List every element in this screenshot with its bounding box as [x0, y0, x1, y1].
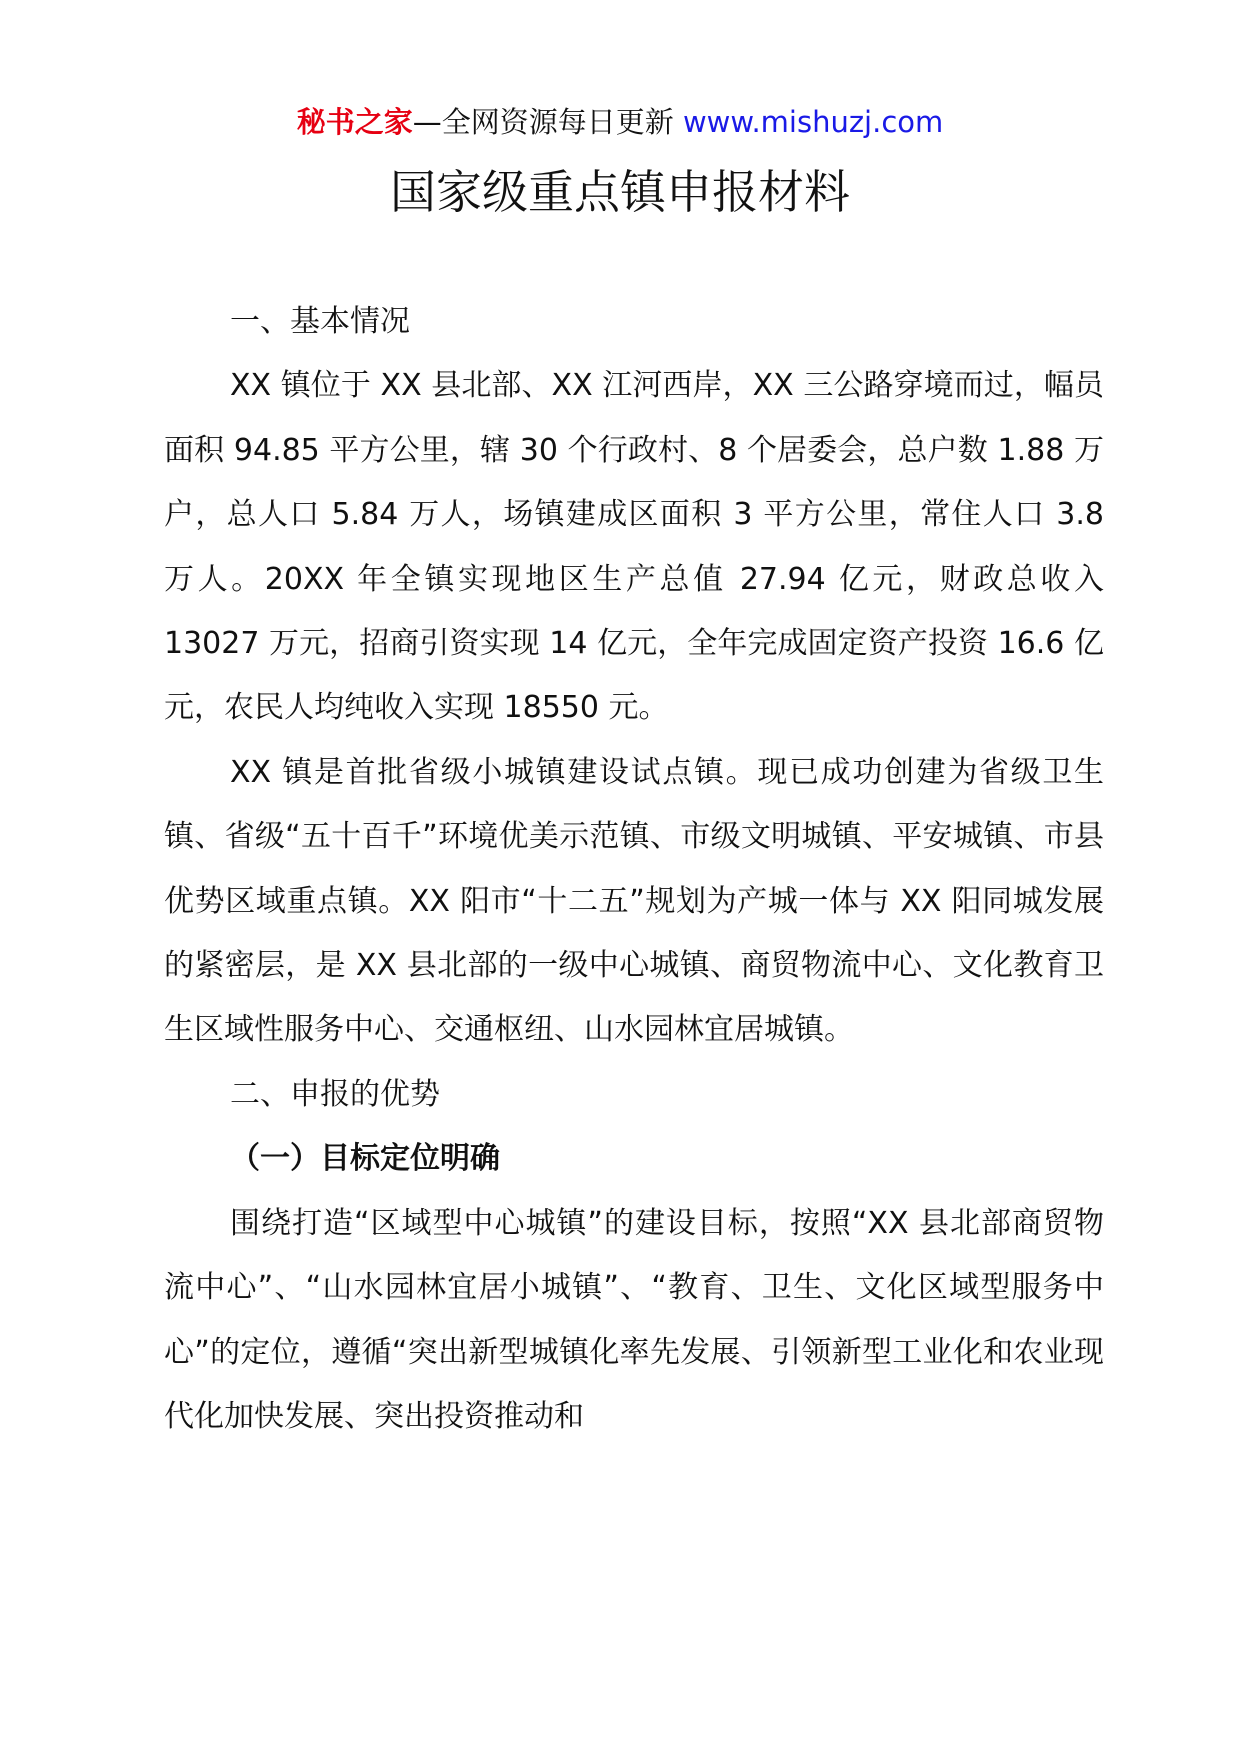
site-brand: 秘书之家	[296, 105, 413, 139]
site-banner	[0, 100, 1240, 144]
site-slogan: —全网资源每日更新	[412, 105, 674, 139]
paragraph-town-honors: XX 镇是首批省级小城镇建设试点镇。现已成功创建为省级卫生镇、省级“五十百千”环境优美示范镇、市级文明城镇、平安城镇、市县优势区域重点镇。XX 阳市“十二五”规划为产城一体与 XX 阳同城发展的紧密层，是 XX 县北部的一级中心城镇、商贸物流中心、文化教育卫生区域性服务中心、交通枢纽、山水园林宜居城镇。	[164, 754, 1104, 1048]
subsection-heading-goal: （一）目标定位明确	[230, 1141, 500, 1177]
site-url-link[interactable]: www.mishuzj.com	[682, 105, 944, 139]
paragraph-town-overview: XX 镇位于 XX 县北部、XX 江河西岸，XX 三公路穿境而过，幅员面积 94.85 平方公里，辖 30 个行政村、8 个居委会，总户数 1.88 万户，总人口 5.84 万人，场镇建成区面积 3 平方公里，常住人口 3.8 万人。20XX 年全镇实现地区生产总值 27.94 亿元，财政总收入 13027 万元，招商引资实现 14 亿元，全年完成固定资产投资 16.6 亿元，农民人均纯收入实现 18550 元。	[164, 368, 1104, 726]
document-title: 国家级重点镇申报材料	[390, 165, 850, 219]
section-heading-basic-info: 一、基本情况	[230, 304, 410, 339]
section-heading-advantages: 二、申报的优势	[230, 1076, 440, 1112]
paragraph-goal-positioning: 围绕打造“区域型中心城镇”的建设目标，按照“XX 县北部商贸物流中心”、“山水园林宜居小城镇”、“教育、卫生、文化区域型服务中心”的定位，遵循“突出新型城镇化率先发展、引领新型工业化和农业现代化加快发展、突出投资推动和	[164, 1205, 1104, 1434]
document-body	[164, 290, 1104, 1449]
